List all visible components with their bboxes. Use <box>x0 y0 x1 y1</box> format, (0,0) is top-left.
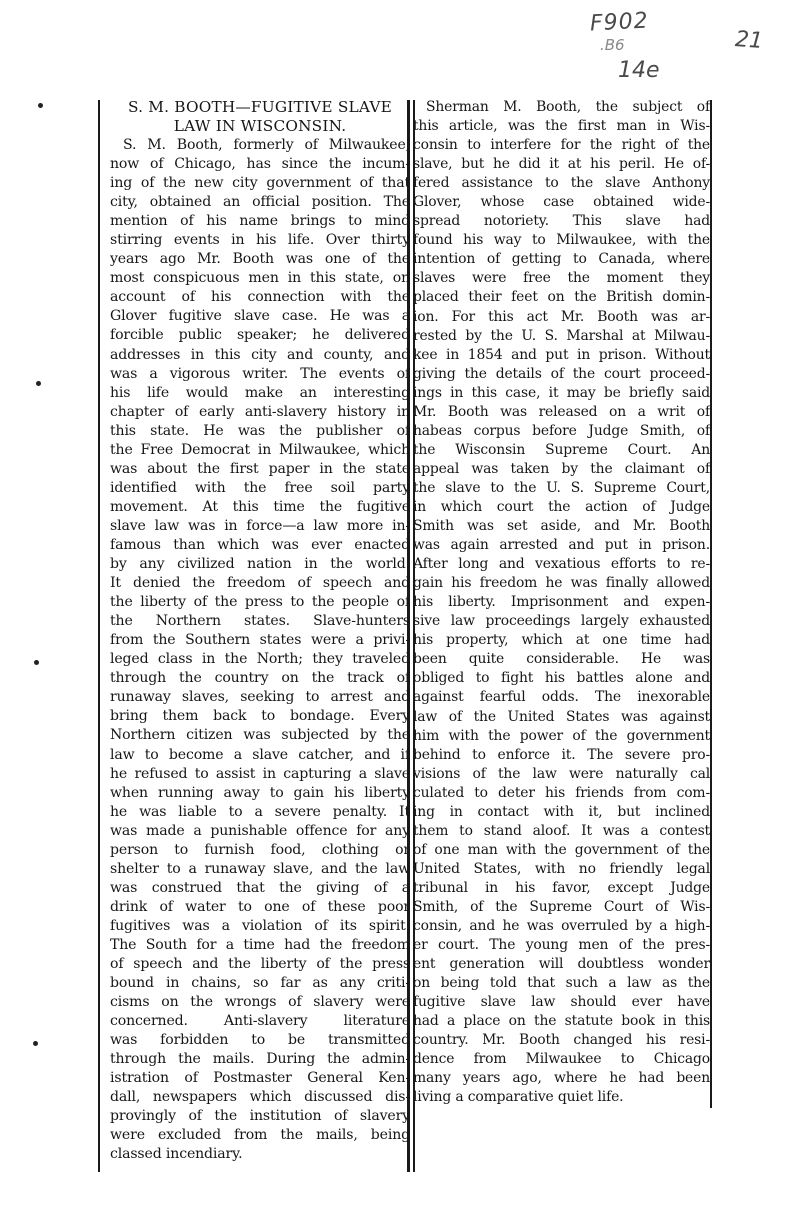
text-line: forcible public speaker; he delivered <box>110 327 410 344</box>
text-line: law to become a slave catcher, and if <box>110 746 410 763</box>
text-line: Smith, of the Supreme Court of Wis- <box>413 898 710 915</box>
text-line: of speech and the liberty of the press <box>110 956 410 973</box>
column-rule-left <box>98 100 100 1172</box>
text-line: spread notoriety. This slave had <box>413 213 710 230</box>
text-line: his liberty. Imprisonment and expen- <box>413 594 710 611</box>
text-line: intention of getting to Canada, where <box>413 251 710 268</box>
text-line: the Wisconsin Supreme Court. An <box>413 441 710 458</box>
text-line: city, obtained an official position. The <box>110 194 410 211</box>
text-line: on being told that such a law as the <box>413 975 710 992</box>
text-line: law of the United States was against <box>413 708 710 725</box>
text-line: person to furnish food, clothing or <box>110 841 410 858</box>
text-line: culated to deter his friends from com- <box>413 784 710 801</box>
text-line: habeas corpus before Judge Smith, of <box>413 422 710 439</box>
page-number-annotation: 21 <box>734 27 764 54</box>
text-line: this state. He was the publisher of <box>110 422 410 439</box>
text-line: slaves were free the moment they <box>413 270 710 287</box>
article-right-column <box>413 98 710 1108</box>
text-line: er court. The young men of the pres- <box>413 937 710 954</box>
article-title-line-2: LAW IN WISCONSIN. <box>173 117 347 135</box>
catalog-sub-annotation: .B6 <box>600 36 625 54</box>
text-line: movement. At this time the fugitive <box>110 498 410 515</box>
text-line: when running away to gain his liberty <box>110 784 410 801</box>
text-line: After long and vexatious efforts to re- <box>413 556 710 573</box>
text-line: living a comparative quiet life. <box>413 1089 624 1106</box>
text-line: was about the first paper in the state <box>110 460 410 477</box>
text-line: consin, and he was overruled by a high- <box>413 918 710 935</box>
text-line: fered assistance to the slave Anthony <box>413 175 710 192</box>
text-line: through the country on the track of <box>110 670 410 687</box>
text-line: had a place on the statute book in this <box>413 1013 710 1030</box>
text-line: bring them back to bondage. Every <box>110 708 410 725</box>
article-title-line-1: S. M. BOOTH—FUGITIVE SLAVE <box>128 98 392 116</box>
text-line: istration of Postmaster General Ken- <box>110 1070 410 1087</box>
text-line: sive law proceedings largely exhausted <box>413 613 710 630</box>
text-line: most conspicuous men in this state, on <box>110 270 410 287</box>
punch-hole-mark <box>36 381 41 386</box>
text-line: Glover fugitive slave case. He was a <box>110 308 410 325</box>
text-line: him with the power of the government <box>413 727 710 744</box>
text-line: S. M. Booth, formerly of Milwaukee, <box>123 137 410 153</box>
text-line: was made a punishable offence for any <box>110 822 410 839</box>
text-line: his property, which at one time had <box>413 632 710 649</box>
text-line: now of Chicago, has since the incum- <box>110 156 410 173</box>
text-line: famous than which was ever enacted <box>110 536 410 553</box>
text-line: ent generation will doubtless wonder <box>413 956 710 973</box>
text-line: tribunal in his favor, except Judge <box>413 879 710 896</box>
text-line: found his way to Milwaukee, with the <box>413 232 710 249</box>
text-line: he refused to assist in capturing a slave <box>110 765 410 782</box>
article-left-column <box>110 98 410 1169</box>
text-line: from the Southern states were a privi- <box>110 632 410 649</box>
text-line: drink of water to one of these poor <box>110 898 410 915</box>
text-line: he was liable to a severe penalty. It <box>110 803 410 820</box>
text-line: slave, but he did it at his peril. He of- <box>413 156 710 173</box>
text-line: United States, with no friendly legal <box>413 860 710 877</box>
text-line: Northern citizen was subjected by the <box>110 727 410 744</box>
text-line: been quite considerable. He was <box>413 651 710 668</box>
text-line: ing in contact with it, but inclined <box>413 803 710 820</box>
text-line: appeal was taken by the claimant of <box>413 460 710 477</box>
left-column-text <box>110 136 410 1165</box>
text-line: many years ago, where he had been <box>413 1070 710 1087</box>
text-line: was a vigorous writer. The events of <box>110 365 410 382</box>
right-column-text <box>413 98 710 1107</box>
text-line: fugitive slave law should ever have <box>413 994 710 1011</box>
text-line: account of his connection with the <box>110 289 410 306</box>
column-rule-right <box>710 100 712 1108</box>
text-line: ion. For this act Mr. Booth was ar- <box>413 308 710 325</box>
text-line: slave law was in force—a law more in- <box>110 517 410 534</box>
text-line: giving the details of the court proceed- <box>413 365 710 382</box>
text-line: the Free Democrat in Milwaukee, which <box>110 441 410 458</box>
text-line: the liberty of the press to the people of <box>110 594 410 611</box>
text-line: country. Mr. Booth changed his resi- <box>413 1032 710 1049</box>
text-line: addresses in this city and county, and <box>110 346 410 363</box>
text-line: was construed that the giving of a <box>110 879 410 896</box>
text-line: Glover, whose case obtained wide- <box>413 194 710 211</box>
punch-hole-mark <box>34 660 39 665</box>
text-line: consin to interfere for the right of the <box>413 137 710 154</box>
text-line: dall, newspapers which discussed dis- <box>110 1089 410 1106</box>
text-line: ings in this case, it may be briefly said <box>413 384 710 401</box>
text-line: Sherman M. Booth, the subject of <box>426 99 710 115</box>
text-line: the Northern states. Slave-hunters <box>110 613 410 630</box>
text-line: placed their feet on the British domin- <box>413 289 710 306</box>
punch-hole-mark <box>33 1041 38 1046</box>
catalog-suffix-annotation: 14e <box>618 58 660 83</box>
text-line: them to stand aloof. It was a contest <box>413 822 710 839</box>
text-line: bound in chains, so far as any criti- <box>110 975 410 992</box>
text-line: ing of the new city government of that <box>110 175 410 192</box>
text-line: concerned. Anti-slavery literature <box>110 1013 410 1030</box>
text-line: years ago Mr. Booth was one of the <box>110 251 410 268</box>
text-line: shelter to a runaway slave, and the law <box>110 860 410 877</box>
text-line: dence from Milwaukee to Chicago <box>413 1051 710 1068</box>
text-line: his life would make an interesting <box>110 384 410 401</box>
text-line: identified with the free soil party <box>110 479 410 496</box>
text-line: Mr. Booth was released on a writ of <box>413 403 710 420</box>
text-line: cisms on the wrongs of slavery were <box>110 994 410 1011</box>
text-line: was again arrested and put in prison. <box>413 537 710 554</box>
text-line: Smith was set aside, and Mr. Booth <box>413 518 710 535</box>
text-line: It denied the freedom of speech and <box>110 575 410 592</box>
text-line: stirring events in his life. Over thirty <box>110 232 410 249</box>
text-line: The South for a time had the freedom <box>110 936 410 953</box>
text-line: gain his freedom he was finally allowed <box>413 575 710 592</box>
text-line: by any civilized nation in the world. <box>110 556 410 573</box>
text-line: through the mails. During the admin- <box>110 1051 410 1068</box>
text-line: chapter of early anti-slavery history in <box>110 403 410 420</box>
text-line: in which court the action of Judge <box>413 498 710 515</box>
text-line: kee in 1854 and put in prison. Without <box>413 346 710 363</box>
text-line: visions of the law were naturally cal <box>413 765 710 782</box>
text-line: rested by the U. S. Marshal at Milwau- <box>413 327 710 344</box>
text-line: against fearful odds. The inexorable <box>413 689 710 706</box>
text-line: provingly of the institution of slavery <box>110 1108 410 1125</box>
text-line: classed incendiary. <box>110 1146 243 1163</box>
text-line: runaway slaves, seeking to arrest and <box>110 689 410 706</box>
text-line: fugitives was a violation of its spirit. <box>110 917 410 934</box>
text-line: mention of his name brings to mind <box>110 213 410 230</box>
text-line: the slave to the U. S. Supreme Court, <box>413 479 710 496</box>
text-line: obliged to fight his battles alone and <box>413 670 710 687</box>
punch-hole-mark <box>38 103 43 108</box>
text-line: this article, was the first man in Wis- <box>413 118 710 135</box>
text-line: of one man with the government of the <box>413 841 710 858</box>
text-line: were excluded from the mails, being <box>110 1127 410 1144</box>
text-line: behind to enforce it. The severe pro- <box>413 746 710 763</box>
text-line: was forbidden to be transmitted <box>110 1032 410 1049</box>
text-line: leged class in the North; they traveled <box>110 651 410 668</box>
catalog-number-annotation: F902 <box>589 8 650 37</box>
